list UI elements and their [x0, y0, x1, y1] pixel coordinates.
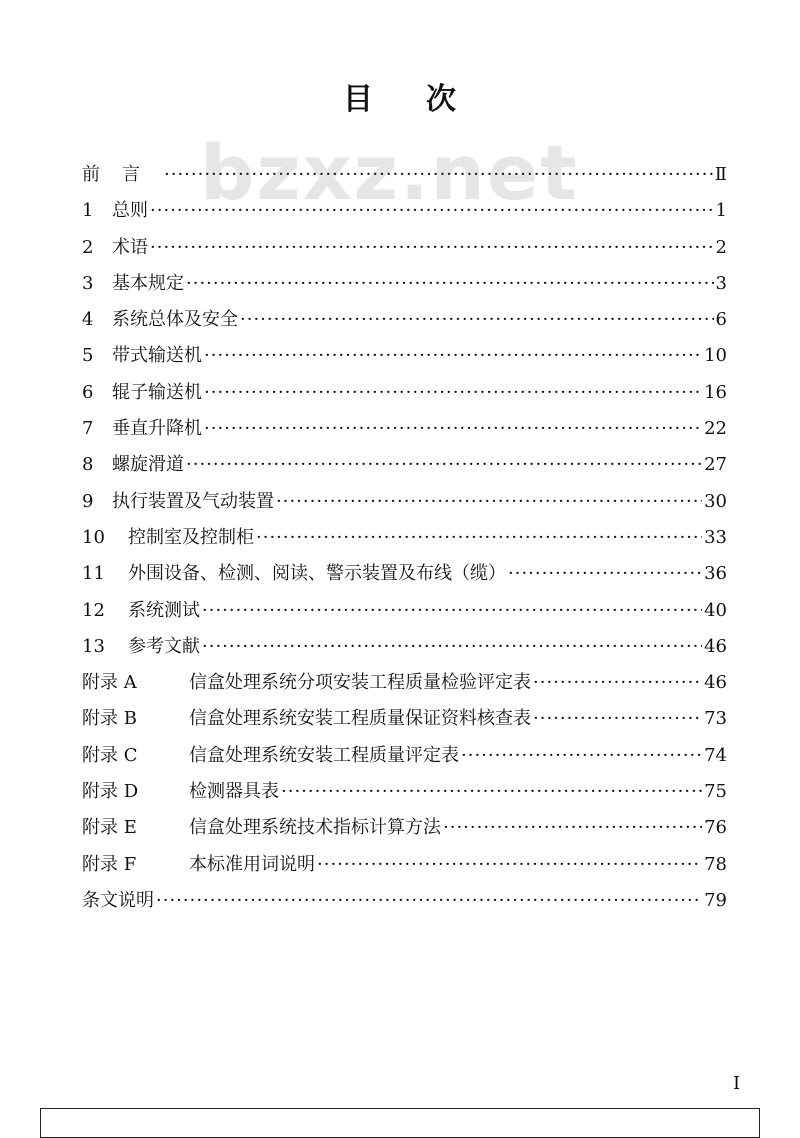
toc-entry-number: 6 [82, 381, 94, 403]
toc-entry[interactable] [82, 810, 727, 846]
toc-entry[interactable] [82, 665, 727, 701]
toc-entry[interactable] [82, 193, 727, 229]
toc-entry-label: 执行装置及气动装置 [112, 490, 274, 512]
toc-entry-page: 46 [704, 635, 727, 657]
toc-leader-dots [164, 157, 713, 193]
toc-leader-dots [533, 701, 702, 737]
toc-entry[interactable] [82, 593, 727, 629]
toc-entry-label: 信盒处理系统技术指标计算方法 [189, 817, 441, 839]
bottom-frame [40, 1108, 760, 1138]
toc-entry-number: 附录 A [82, 672, 137, 694]
toc-entry[interactable] [82, 774, 727, 810]
toc-entry-label: 信盒处理系统安装工程质量保证资料核查表 [189, 708, 531, 730]
toc-entry-page: 46 [704, 672, 727, 694]
toc-entry[interactable] [82, 484, 727, 520]
toc-entry[interactable] [82, 520, 727, 556]
toc-entry[interactable] [82, 629, 727, 665]
toc-entry-number: 附录 F [82, 853, 137, 875]
toc-entry-label: 带式输送机 [112, 345, 202, 367]
toc-entry-label: 条文说明 [82, 889, 154, 911]
toc-entry-label: 前言 [82, 164, 162, 185]
toc-leader-dots [276, 484, 702, 520]
toc-entry[interactable] [82, 883, 727, 919]
toc-entry-page: 40 [704, 599, 727, 621]
toc-entry[interactable] [82, 375, 727, 411]
toc-entry[interactable] [82, 302, 727, 338]
toc-entry-number: 8 [82, 454, 94, 476]
toc-leader-dots [202, 629, 702, 665]
toc-entry-number: 2 [82, 236, 94, 258]
toc-leader-dots [150, 230, 714, 266]
toc-entry-number: 附录 C [82, 744, 138, 766]
toc-leader-dots [202, 593, 702, 629]
toc-entry-label: 辊子输送机 [112, 381, 202, 403]
toc-leader-dots [204, 338, 702, 374]
toc-leader-dots [204, 375, 702, 411]
toc-leader-dots [186, 447, 702, 483]
toc-entry-label: 本标准用词说明 [189, 853, 315, 875]
toc-entry-page: 2 [715, 236, 727, 258]
toc-entry[interactable] [82, 701, 727, 737]
toc-leader-dots [533, 665, 702, 701]
toc-entry-page: Ⅱ [714, 164, 727, 185]
title-char-left: 目 [343, 82, 374, 117]
toc-entry-label: 信盒处理系统分项安装工程质量检验评定表 [189, 672, 531, 694]
toc-leader-dots [461, 738, 702, 774]
toc-entry-page: 3 [715, 272, 727, 294]
toc-entry-label: 螺旋滑道 [112, 454, 184, 476]
toc-entry-page: 73 [704, 708, 727, 730]
toc-entry[interactable] [82, 847, 727, 883]
toc-entry-label: 检测器具表 [189, 781, 279, 803]
toc-entry[interactable] [82, 556, 727, 592]
toc-entry-number: 附录 E [82, 817, 137, 839]
toc-entry[interactable] [82, 411, 727, 447]
toc-entry-page: 16 [704, 381, 727, 403]
toc-leader-dots [317, 847, 702, 883]
toc-entry-label: 控制室及控制柜 [128, 526, 254, 548]
toc-entry-number: 5 [82, 345, 94, 367]
toc-entry-number: 3 [82, 272, 94, 294]
toc-entry-number: 附录 D [82, 781, 139, 803]
toc-entry-page: 36 [704, 563, 727, 585]
toc-entry[interactable] [82, 447, 727, 483]
toc-leader-dots [204, 411, 702, 447]
toc-entry-page: 1 [715, 200, 727, 222]
toc-entry-page: 30 [704, 490, 727, 512]
toc-entry-page: 27 [704, 454, 727, 476]
watermark: bzxz.net [200, 128, 579, 217]
table-of-contents [82, 157, 727, 919]
toc-leader-dots [443, 810, 702, 846]
toc-entry-page: 76 [704, 817, 727, 839]
toc-entry-label: 基本规定 [112, 272, 184, 294]
page-number: I [733, 1073, 741, 1094]
toc-entry-number: 13 [82, 635, 105, 657]
toc-leader-dots [256, 520, 702, 556]
toc-entry-number: 7 [82, 418, 94, 440]
toc-entry[interactable] [82, 266, 727, 302]
toc-leader-dots [156, 883, 702, 919]
toc-entry-page: 33 [704, 526, 727, 548]
toc-entry[interactable] [82, 157, 727, 193]
toc-entry-number: 1 [82, 200, 94, 222]
toc-entry-label: 垂直升降机 [112, 418, 202, 440]
toc-entry-page: 79 [704, 889, 727, 911]
toc-entry-label: 系统测试 [128, 599, 200, 621]
toc-entry-page: 22 [704, 418, 727, 440]
toc-entry-label: 总则 [112, 200, 148, 222]
title-char-right: 次 [426, 82, 457, 117]
toc-entry-number: 4 [82, 309, 94, 331]
toc-entry-page: 6 [715, 309, 727, 331]
toc-entry-number: 9 [82, 490, 94, 512]
toc-entry-label: 参考文献 [128, 635, 200, 657]
toc-entry-label: 术语 [112, 236, 148, 258]
toc-entry-label: 信盒处理系统安装工程质量评定表 [189, 744, 459, 766]
toc-leader-dots [508, 556, 702, 592]
toc-entry-page: 10 [704, 345, 727, 367]
toc-entry[interactable] [82, 738, 727, 774]
toc-entry-page: 75 [704, 781, 727, 803]
toc-entry-number: 11 [82, 563, 105, 585]
toc-entry-number: 附录 B [82, 708, 137, 730]
toc-entry-page: 74 [704, 744, 727, 766]
toc-leader-dots [281, 774, 702, 810]
toc-entry-number: 10 [82, 526, 105, 548]
toc-entry[interactable] [82, 230, 727, 266]
toc-entry-page: 78 [704, 853, 727, 875]
toc-leader-dots [150, 193, 714, 229]
toc-leader-dots [186, 266, 714, 302]
toc-leader-dots [240, 302, 714, 338]
toc-entry[interactable] [82, 338, 727, 374]
toc-entry-number: 12 [82, 599, 105, 621]
page-title [0, 74, 800, 118]
toc-entry-label: 外围设备、检测、阅读、警示装置及布线（缆） [128, 563, 506, 585]
toc-entry-label: 系统总体及安全 [112, 309, 238, 331]
